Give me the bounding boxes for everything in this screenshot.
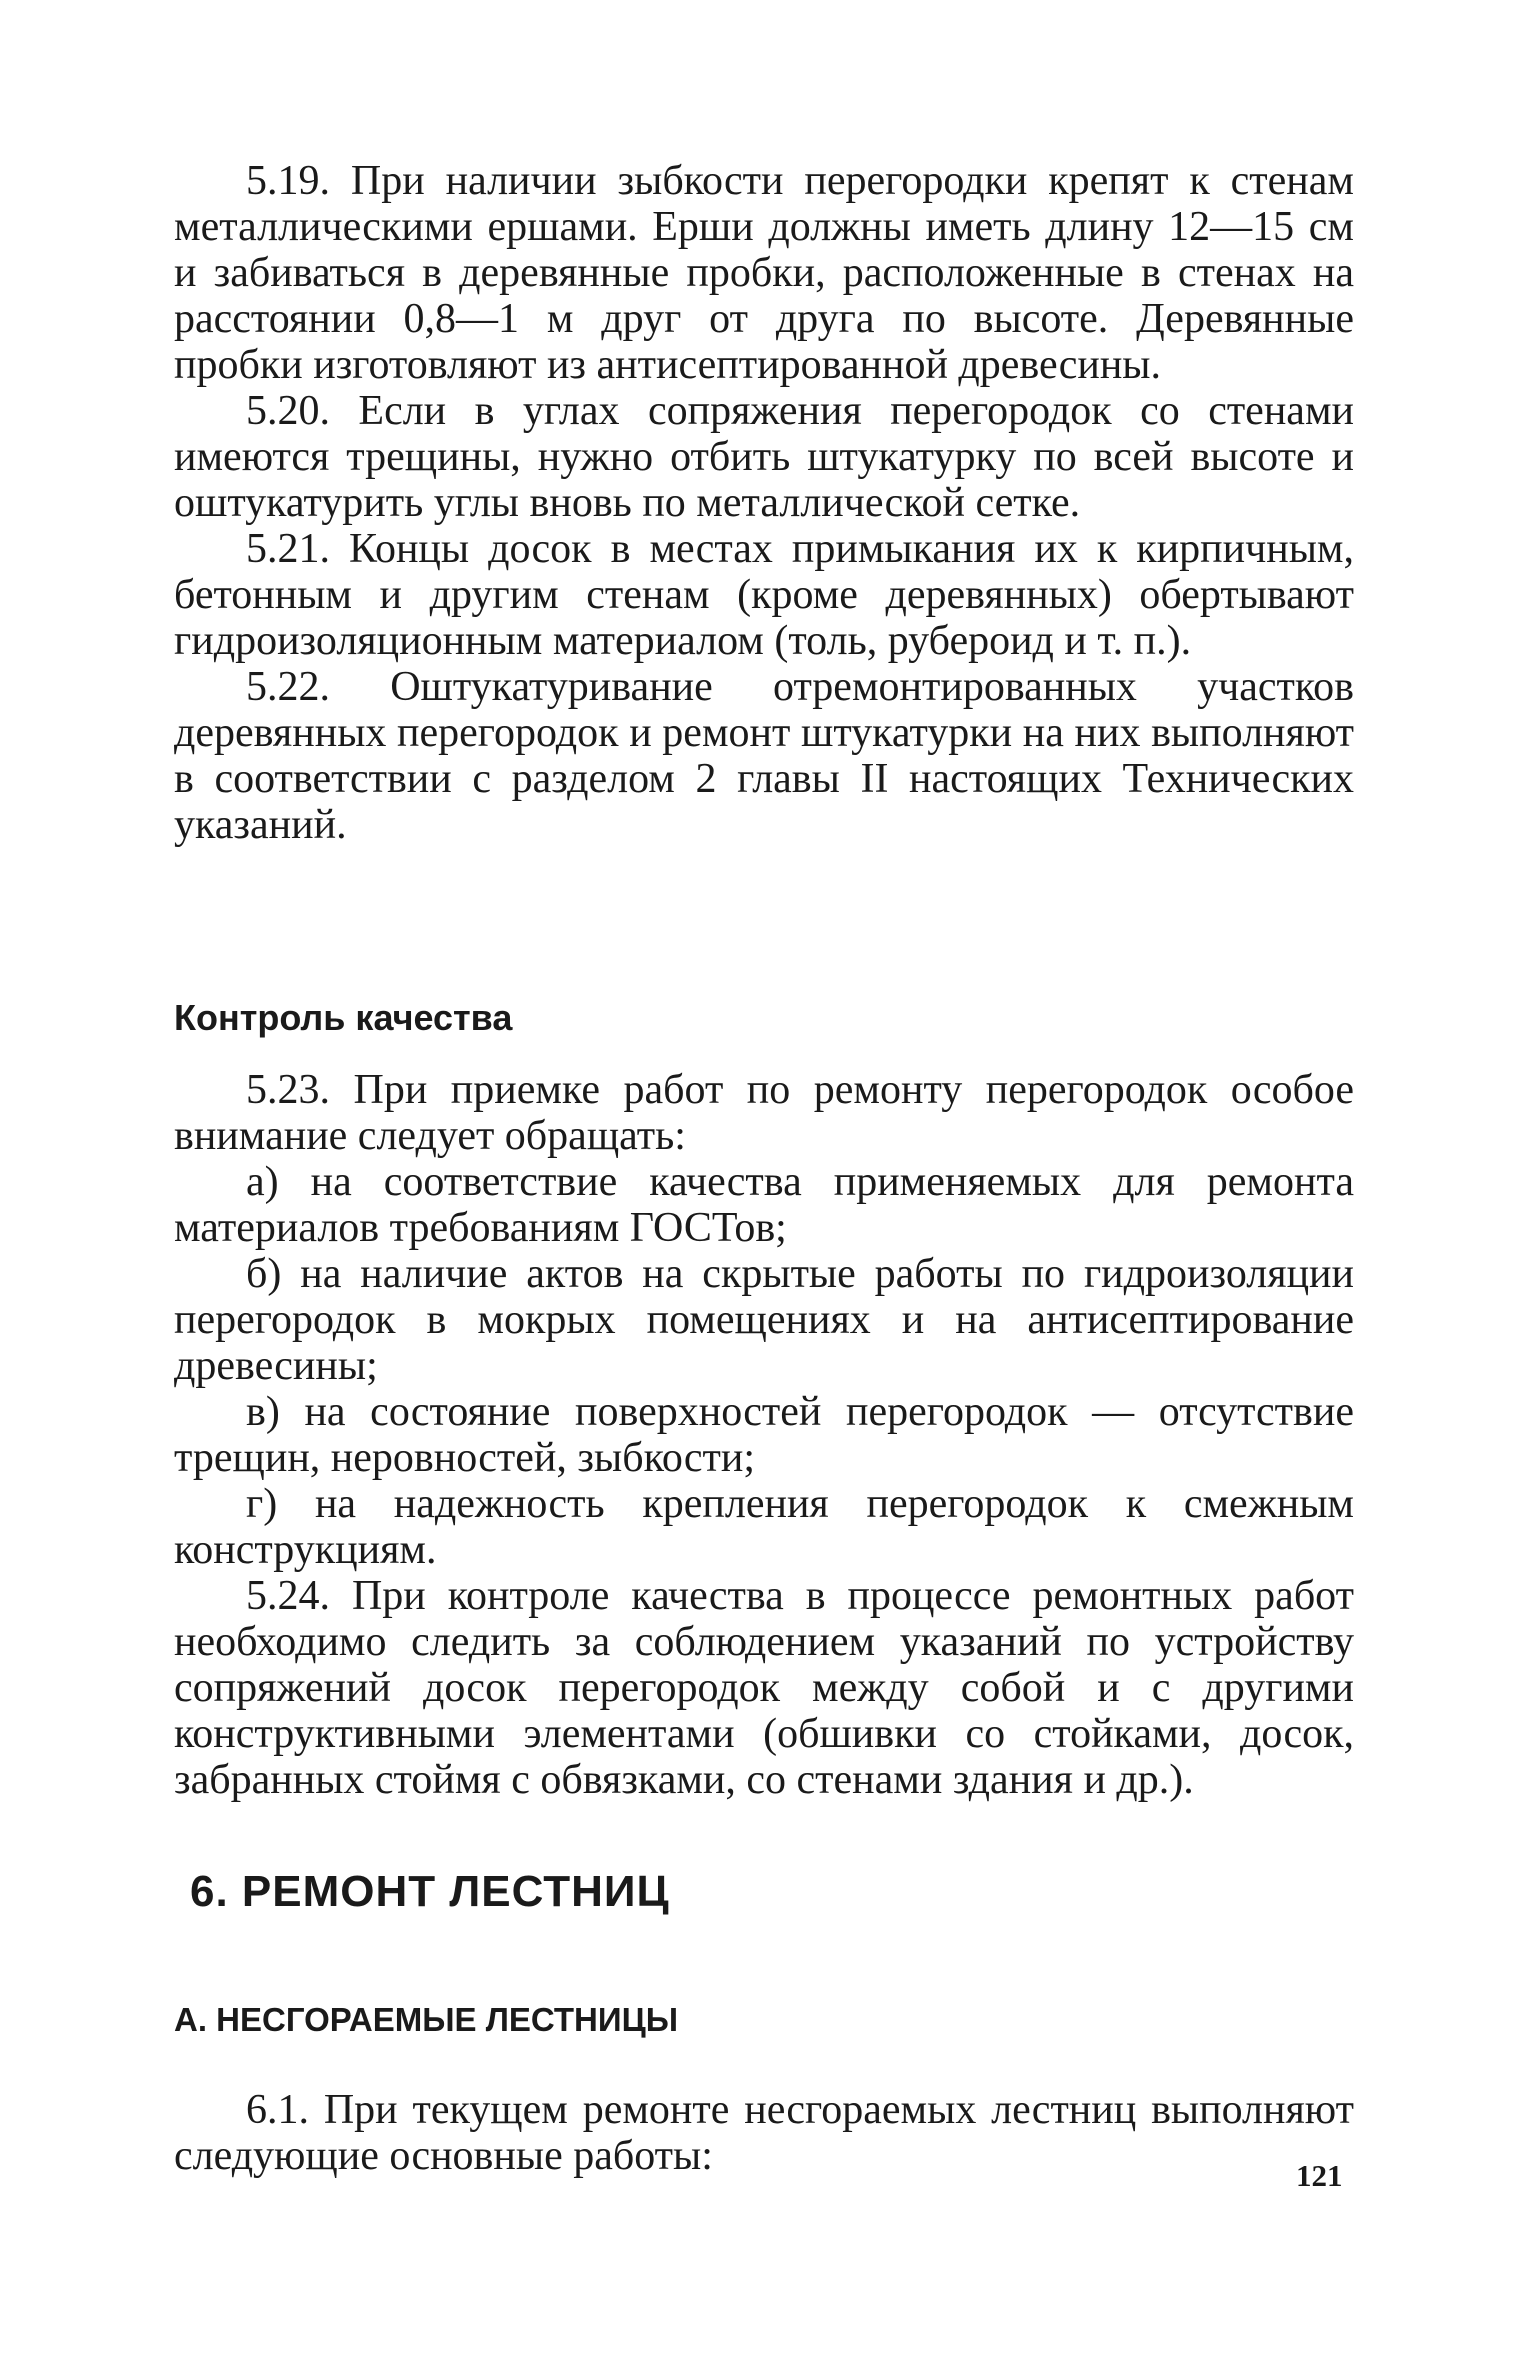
paragraph-5-24: 5.24. При контроле качества в процессе ремонтных работ необходимо следить за соблюдением указаний по устройству сопряжений досок перегородок между собой и с другими конструктивными элементами (обшивки со стойками, досок, забранных стоймя с обвязками, со стенами здания и др.).: [174, 1573, 1354, 1803]
page-number: 121: [1296, 2158, 1343, 2193]
paragraph-5-21: 5.21. Концы досок в местах примыкания их к кирпичным, бетонным и другим стенам (кроме деревянных) обертывают гидроизоляционным материалом (толь, рубероид и т. п.).: [174, 526, 1354, 664]
sub-heading-fireproof-stairs: А. НЕСГОРАЕМЫЕ ЛЕСТНИЦЫ: [174, 2001, 679, 2038]
chapter-heading-stair-repair: 6. РЕМОНТ ЛЕСТНИЦ: [190, 1867, 670, 1916]
paragraph-5-20: 5.20. Если в углах сопряжения перегородок со стенами имеются трещины, нужно отбить штукатурку по всей высоте и оштукатурить углы вновь по металлической сетке.: [174, 388, 1354, 526]
paragraph-5-23: 5.23. При приемке работ по ремонту перегородок особое внимание следует обращать:: [174, 1067, 1354, 1159]
list-item-g: г) на надежность крепления перегородок к смежным конструкциям.: [174, 1481, 1354, 1573]
text-block-partitions: [174, 158, 1354, 848]
text-block-quality-control: [174, 1067, 1354, 1803]
paragraph-6-1: 6.1. При текущем ремонте несгораемых лестниц выполняют следующие основные работы:: [174, 2087, 1354, 2179]
section-heading-quality-control: Контроль качества: [174, 997, 513, 1038]
list-item-v: в) на состояние поверхностей перегородок — отсутствие трещин, неровностей, зыбкости;: [174, 1389, 1354, 1481]
paragraph-5-19: 5.19. При наличии зыбкости перегородки крепят к стенам металлическими ершами. Ерши должны иметь длину 12—15 см и забиваться в деревянные пробки, расположенные в стенах на расстоянии 0,8—1 м друг от друга по высоте. Деревянные пробки изготовляют из антисептированной древесины.: [174, 158, 1354, 388]
list-item-b: б) на наличие актов на скрытые работы по гидроизоляции перегородок в мокрых помещениях и на антисептирование древесины;: [174, 1251, 1354, 1389]
paragraph-5-22: 5.22. Оштукатуривание отремонтированных участков деревянных перегородок и ремонт штукатурки на них выполняют в соответствии с разделом 2 главы II настоящих Технических указаний.: [174, 664, 1354, 848]
list-item-a: а) на соответствие качества применяемых для ремонта материалов требованиям ГОСТов;: [174, 1159, 1354, 1251]
text-block-stairs: [174, 2087, 1354, 2179]
